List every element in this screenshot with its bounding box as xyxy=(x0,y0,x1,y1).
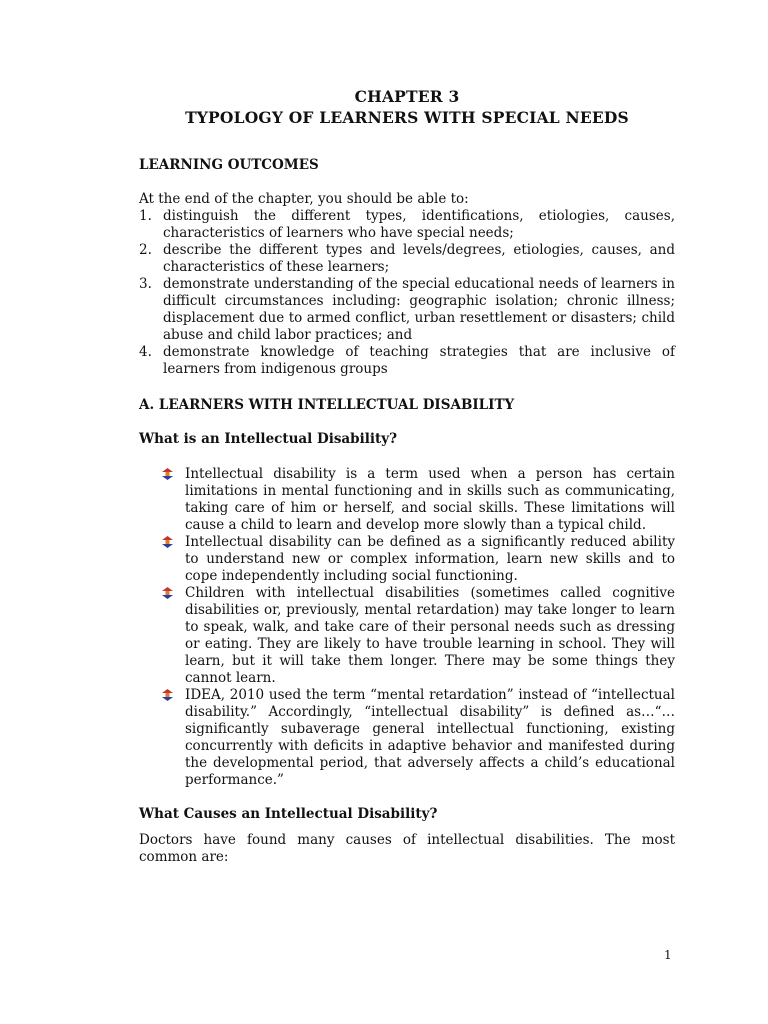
outcome-item xyxy=(139,344,675,378)
arrow-bullet-icon xyxy=(139,687,185,789)
outcome-item xyxy=(139,208,675,242)
outcome-number: 4. xyxy=(139,344,152,360)
outcomes-intro: At the end of the chapter, you should be able to: xyxy=(139,191,469,207)
outcome-number: 2. xyxy=(139,242,152,258)
bullet-text: IDEA, 2010 used the term “mental retardation” instead of “intellectual disability.” Accordingly, “intellectual disability” is defined as…“…significantly subaverage general intellectual functioning, existing concurrently with deficits in adaptive behavior and manifested during the developmental period, that adversely affects a child’s educational performance.” xyxy=(185,687,675,788)
arrow-bullet-icon xyxy=(139,466,185,534)
chapter-label: CHAPTER 3 xyxy=(354,87,460,106)
outcome-number: 1. xyxy=(139,208,152,224)
outcome-text: demonstrate knowledge of teaching strategies that are inclusive of learners from indigenous groups xyxy=(163,344,675,377)
outcome-number: 3. xyxy=(139,276,152,292)
causes-text: Doctors have found many causes of intellectual disabilities. The most common are: xyxy=(139,832,675,865)
arrow-bullet-icon xyxy=(139,534,185,585)
outcome-text: demonstrate understanding of the special educational needs of learners in difficult circumstances including: geographic isolation; chronic illness; displacement due to armed conflict, urban resettlement or disasters; child abuse and child labor practices; and xyxy=(163,276,675,343)
bullet-item xyxy=(139,466,675,534)
outcome-item xyxy=(139,242,675,276)
learning-outcomes-heading: LEARNING OUTCOMES xyxy=(139,157,319,173)
outcome-item xyxy=(139,276,675,344)
page-number: 1 xyxy=(664,948,672,962)
causes-heading: What Causes an Intellectual Disability? xyxy=(139,806,438,822)
outcomes-list xyxy=(139,208,675,378)
what-is-heading: What is an Intellectual Disability? xyxy=(139,431,397,447)
bullet-text: Intellectual disability is a term used when a person has certain limitations in mental functioning and in skills such as communicating, taking care of him or herself, and social skills. These limitations will cause a child to learn and develop more slowly than a typical child. xyxy=(185,466,675,533)
chapter-title: TYPOLOGY OF LEARNERS WITH SPECIAL NEEDS xyxy=(185,108,629,127)
section-a-heading: A. LEARNERS WITH INTELLECTUAL DISABILITY xyxy=(139,397,515,413)
bullet-item xyxy=(139,585,675,687)
bullet-item xyxy=(139,534,675,585)
outcome-text: describe the different types and levels/degrees, etiologies, causes, and characteristics of these learners; xyxy=(163,242,675,275)
arrow-bullet-icon xyxy=(139,585,185,687)
outcome-text: distinguish the different types, identifications, etiologies, causes, characteristics of learners who have special needs; xyxy=(163,208,675,241)
bullet-item xyxy=(139,687,675,789)
bullet-text: Intellectual disability can be defined as a significantly reduced ability to understand new or complex information, learn new skills and to cope independently including social functioning. xyxy=(185,534,675,584)
document-body xyxy=(139,86,675,866)
definition-bullets xyxy=(139,466,675,789)
bullet-text: Children with intellectual disabilities (sometimes called cognitive disabilities or, previously, mental retardation) may take longer to learn to speak, walk, and take care of their personal needs such as dressing or eating. They are likely to have trouble learning in school. They will learn, but it will take them longer. There may be some things they cannot learn. xyxy=(185,585,675,686)
